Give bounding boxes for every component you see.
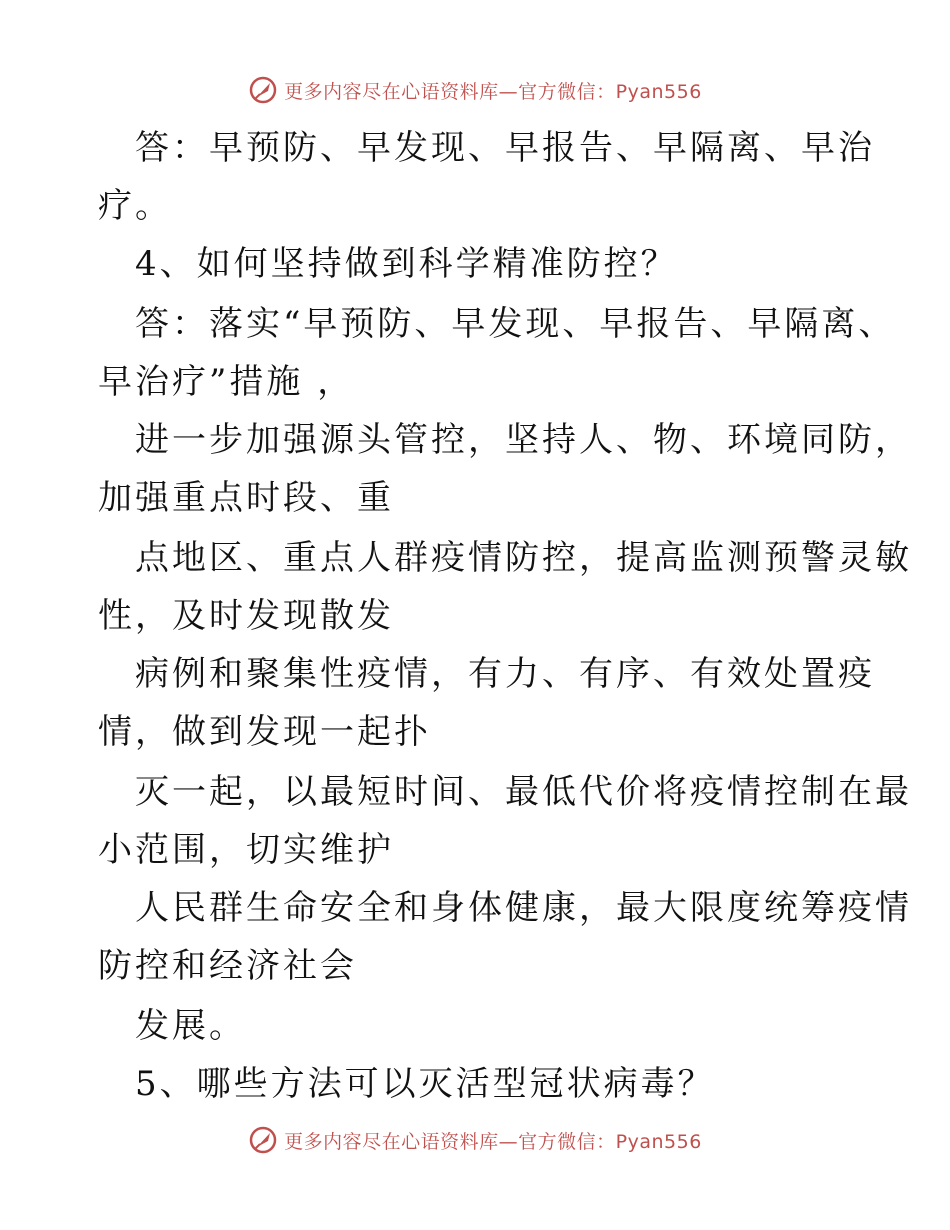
quill-logo-icon	[248, 75, 278, 105]
text-line: 答：早预防、早发现、早报告、早隔离、早治	[135, 128, 875, 168]
question-heading: 5、哪些方法可以灭活型冠状病毒？	[135, 1064, 715, 1104]
text-line: 情，做到发现一起扑	[98, 712, 431, 752]
text-line: 小范围，切实维护	[98, 830, 394, 870]
header-watermark	[0, 70, 950, 110]
watermark-text: 更多内容尽在心语资料库—官方微信：Pyan556	[284, 80, 702, 103]
question-heading: 4、如何坚持做到科学精准防控？	[135, 244, 678, 284]
watermark-text: 更多内容尽在心语资料库—官方微信：Pyan556	[284, 1130, 702, 1153]
quill-logo-icon	[248, 1125, 278, 1155]
text-line: 点地区、重点人群疫情防控，提高监测预警灵敏	[135, 538, 912, 578]
text-line: 进一步加强源头管控，坚持人、物、环境同防，	[135, 420, 912, 460]
text-line: 发展。	[135, 1006, 246, 1046]
text-line: 疗。	[98, 186, 172, 226]
text-line: 答：落实“早预防、早发现、早报告、早隔离、	[135, 304, 896, 344]
text-line: 人民群生命安全和身体健康，最大限度统筹疫情	[135, 888, 912, 928]
text-line: 加强重点时段、重	[98, 478, 394, 518]
footer-watermark	[0, 1120, 950, 1160]
text-line: 早治疗”措施 ，	[98, 362, 355, 402]
text-line: 防控和经济社会	[98, 946, 357, 986]
text-line: 性，及时发现散发	[98, 596, 394, 636]
text-line: 灭一起，以最短时间、最低代价将疫情控制在最	[135, 772, 912, 812]
text-line: 病例和聚集性疫情，有力、有序、有效处置疫	[135, 654, 875, 694]
